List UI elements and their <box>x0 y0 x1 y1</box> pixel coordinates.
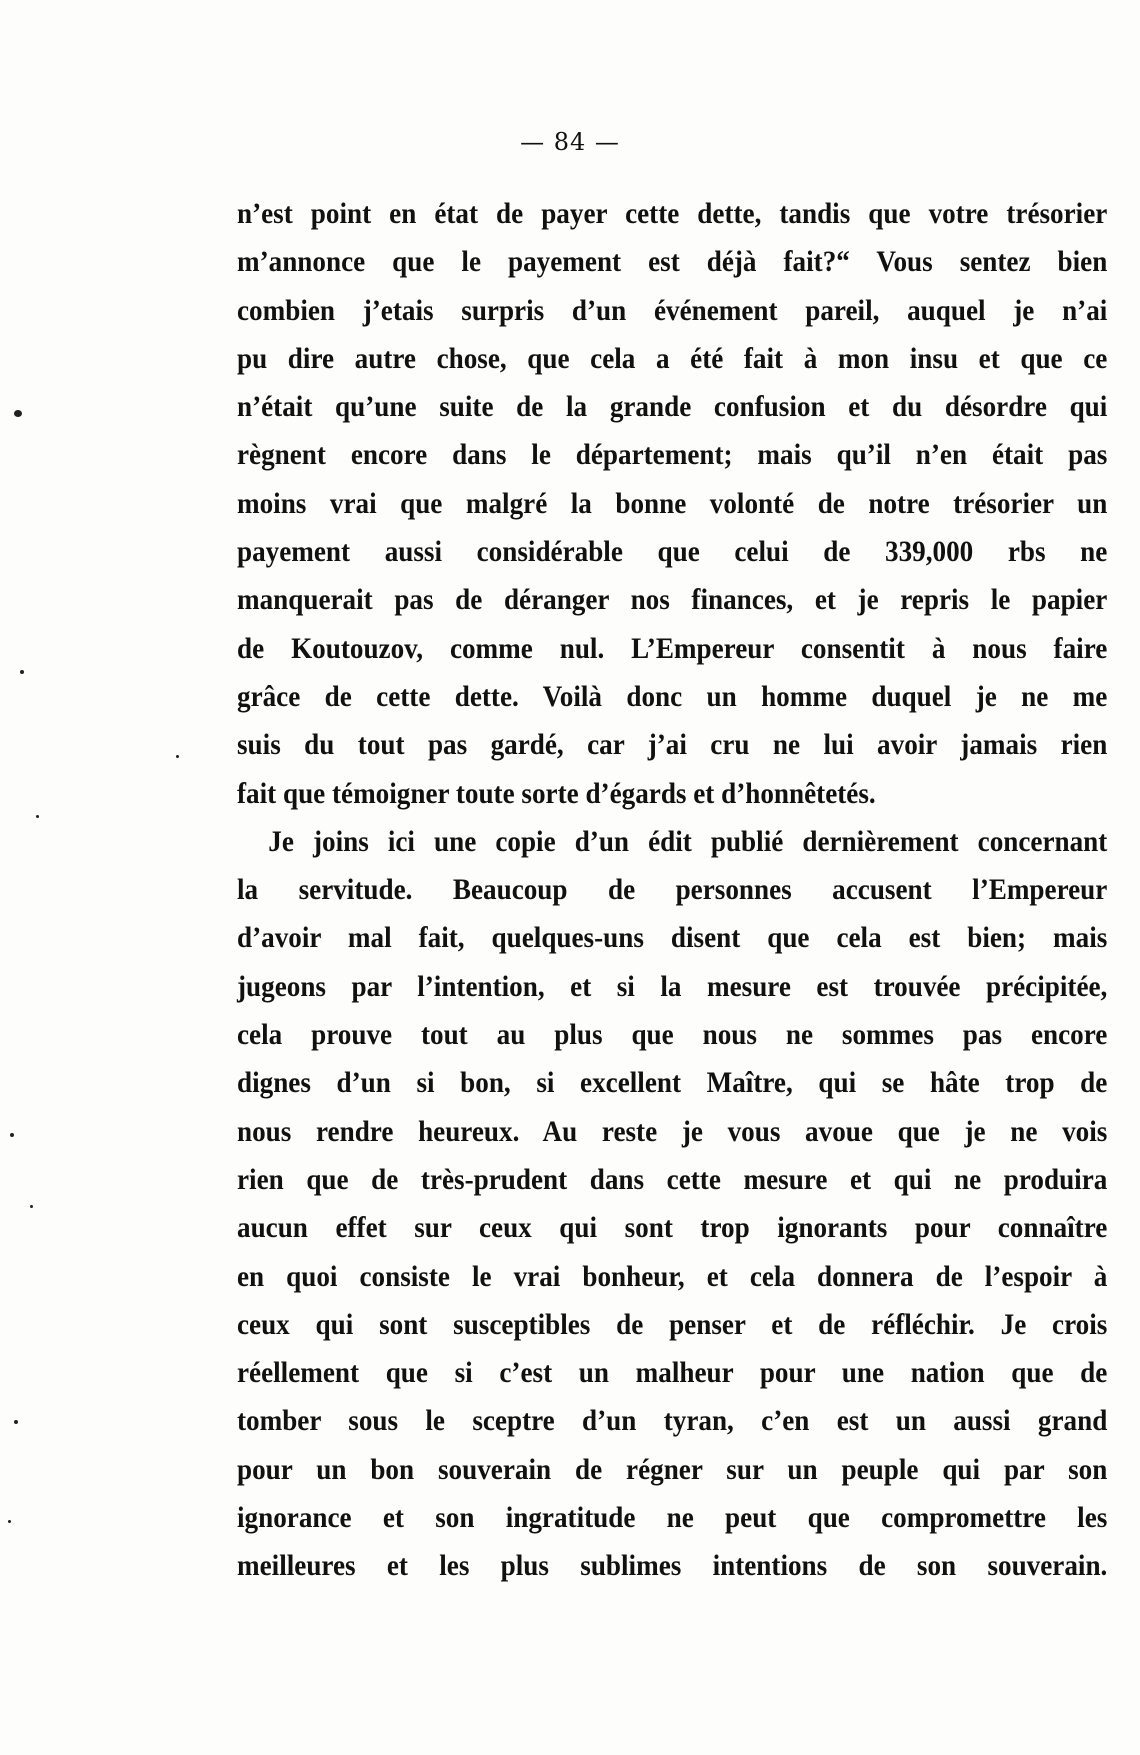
text-line: jugeons par l’intention, et si la mesure est trouvée précipitée, <box>237 970 1108 1003</box>
text-line: pour un bon souverain de régner sur un peuple qui par son <box>237 1453 1108 1486</box>
page-number: — 84 — <box>520 128 620 156</box>
text-line: nous rendre heureux. Au reste je vous avoue que je ne vois <box>237 1115 1108 1148</box>
text-line: tomber sous le sceptre d’un tyran, c’en est un aussi grand <box>237 1405 1108 1438</box>
text-line: n’est point en état de payer cette dette, tandis que votre trésorier <box>237 198 1108 230</box>
scan-speck <box>10 1133 14 1137</box>
text-line: d’avoir mal fait, quelques-uns disent que cela est bien; mais <box>237 922 1108 955</box>
text-line: pu dire autre chose, que cela a été fait à mon insu et que ce <box>237 342 1108 375</box>
scan-speck <box>14 410 22 417</box>
scan-speck <box>176 755 179 758</box>
text-line: la servitude. Beaucoup de personnes accusent l’Empereur <box>237 874 1108 907</box>
page-body <box>237 190 1108 1591</box>
text-line: aucun effet sur ceux qui sont trop ignorants pour connaître <box>237 1212 1108 1245</box>
text-line: règnent encore dans le département; mais qu’il n’en était pas <box>237 439 1108 472</box>
scan-speck <box>30 1205 33 1208</box>
text-line: Je joins ici une copie d’un édit publié dernièrement concernant <box>268 825 1108 858</box>
text-line: ceux qui sont susceptibles de penser et de réfléchir. Je crois <box>237 1308 1108 1341</box>
text-line: fait que témoigner toute sorte d’égards et d’honnêtetés. <box>237 777 876 810</box>
paragraph-2 <box>237 818 1108 1591</box>
text-line: meilleures et les plus sublimes intentions de son souverain. <box>237 1550 1108 1583</box>
paragraph-1 <box>237 190 1108 818</box>
scan-speck <box>14 1420 18 1424</box>
text-line: combien j’etais surpris d’un événement pareil, auquel je n’ai <box>237 294 1108 327</box>
text-line: ignorance et son ingratitude ne peut que compromettre les <box>237 1502 1108 1535</box>
scan-speck <box>36 815 39 818</box>
text-line: m’annonce que le payement est déjà fait?“ Vous sentez bien <box>237 246 1108 279</box>
text-line: grâce de cette dette. Voilà donc un homme duquel je ne me <box>237 680 1108 713</box>
scan-speck <box>20 670 24 674</box>
scan-speck <box>8 1520 11 1523</box>
text-line: manquerait pas de déranger nos finances, et je repris le papier <box>237 584 1108 617</box>
text-line: n’était qu’une suite de la grande confusion et du désordre qui <box>237 391 1108 424</box>
text-line: suis du tout pas gardé, car j’ai cru ne lui avoir jamais rien <box>237 729 1108 762</box>
text-line: cela prouve tout au plus que nous ne sommes pas encore <box>237 1019 1108 1052</box>
text-line: payement aussi considérable que celui de 339,000 rbs ne <box>237 536 1108 569</box>
text-line: de Koutouzov, comme nul. L’Empereur consentit à nous faire <box>237 632 1108 665</box>
text-line: rien que de très-prudent dans cette mesure et qui ne produira <box>237 1163 1108 1196</box>
text-line: dignes d’un si bon, si excellent Maître, qui se hâte trop de <box>237 1067 1108 1100</box>
text-line: moins vrai que malgré la bonne volonté de notre trésorier un <box>237 487 1108 520</box>
text-line: en quoi consiste le vrai bonheur, et cela donnera de l’espoir à <box>237 1260 1108 1293</box>
text-line: réellement que si c’est un malheur pour une nation que de <box>237 1357 1108 1390</box>
